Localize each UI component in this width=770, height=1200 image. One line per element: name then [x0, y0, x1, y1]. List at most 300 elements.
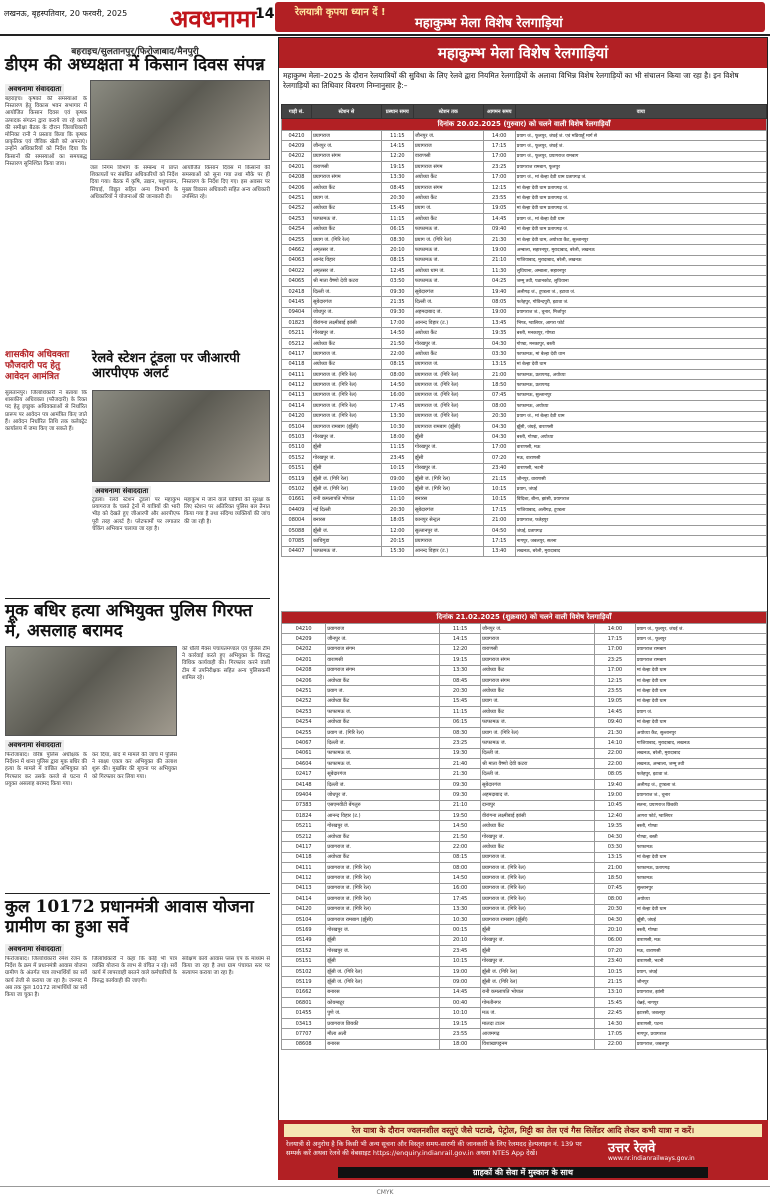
train-cell: झूँसी	[413, 432, 483, 442]
train-cell: अयोध्या धाम जं.	[413, 266, 483, 276]
masthead	[0, 0, 770, 36]
train-cell: प्रयागराज	[326, 624, 440, 634]
story4-byline: अवधनामा संवाददाता	[5, 740, 64, 751]
train-cell: 14:30	[595, 1018, 636, 1028]
train-cell: वाराणसी, भटनी	[515, 463, 766, 473]
train-cell: प्रयाग जं., फूलपुर, जंघई जं.	[515, 141, 766, 151]
rail-footer	[278, 1120, 768, 1180]
train-cell: 16:00	[440, 883, 481, 893]
train-cell: मां बेल्हा देवी धाम, अयोध्या कैंट, सुल्तानपुर	[515, 234, 766, 244]
train-cell: प्रयागराज जं. (गिरि रेल)	[481, 862, 595, 872]
train-cell: प्रयाग जं.	[635, 707, 766, 717]
train-cell: गोरखपुर जं.	[311, 453, 381, 463]
train-cell: अम्बाला, सहारनपुर, मुरादाबाद, बरेली, लखनऊ	[515, 245, 766, 255]
train-row	[282, 193, 767, 203]
timetable-21feb	[281, 611, 767, 1050]
train-cell: जौनपुर जं.	[413, 131, 483, 141]
train-cell: 17:15	[483, 536, 515, 546]
train-row	[282, 266, 767, 276]
train-cell: 13:40	[483, 546, 515, 556]
train-cell: 04145	[282, 297, 312, 307]
train-cell: झूँसी	[326, 956, 440, 966]
train-cell: 15:45	[440, 696, 481, 706]
train-cell: अयोध्या कैंट, सुल्तानपुर	[635, 727, 766, 737]
train-cell: श्री माता वैष्णो देवी कटरा	[311, 276, 381, 286]
train-cell: 20:15	[381, 536, 413, 546]
train-cell: प्रयागराज जं. (गिरि रेल)	[311, 369, 381, 379]
train-cell: दिल्ली जं.	[311, 286, 381, 296]
train-cell: सुल्तानपुर	[635, 883, 766, 893]
train-cell: झूँसी जं.	[311, 525, 381, 535]
train-cell: 04117	[282, 842, 326, 852]
train-cell: 19:15	[440, 655, 481, 665]
train-cell: 04209	[282, 141, 312, 151]
train-cell: 17:00	[483, 151, 515, 161]
train-cell: नागपुर, जबलपुर, सतना	[515, 536, 766, 546]
train-cell: मां बेल्हा देवी धाम	[635, 904, 766, 914]
train-cell: प्रयागराज, फतेहपुर	[515, 515, 766, 525]
train-cell: दिल्ली जं.	[413, 297, 483, 307]
train-row	[282, 914, 767, 924]
train-cell: 17:45	[381, 401, 413, 411]
train-cell: प्रयागराज जं. (गिरि रेल)	[326, 862, 440, 872]
train-cell: 11:15	[381, 442, 413, 452]
story5-col1: फिरोजाबाद। जिलाधिकारी रमेश रंजन के निर्देश के क्रम में प्रधानमंत्री आवास योजना ग्रामीण के अंतर्गत पात्र लाभार्थियों का सर्वे कार्य तेजी से कराया जा रहा है। जनपद में अब तक कुल 10172 लाभार्थियों का सर्वे किया जा चुका है।	[5, 956, 87, 999]
train-cell: 01662	[282, 987, 326, 997]
train-row	[282, 172, 767, 182]
train-cell: 12:15	[595, 675, 636, 685]
train-cell: झूँसी जं. (गिरि रेल)	[326, 966, 440, 976]
train-cell: आनन्द विहार (ट.)	[413, 318, 483, 328]
train-cell: आजमगढ़	[481, 1029, 595, 1039]
train-cell: 04251	[282, 193, 312, 203]
train-cell: 01824	[282, 811, 326, 821]
train-cell: 08004	[282, 515, 312, 525]
train-cell: झूँसी	[326, 935, 440, 945]
train-cell: प्रयागराज संगम	[326, 644, 440, 654]
train-row	[282, 380, 767, 390]
train-cell: 04:50	[483, 525, 515, 535]
story4-col1: फिरोजाबाद। वरिष्ठ पुलिस अधीक्षक के निर्देशन में थाना पुलिस द्वारा मूक बधिर की हत्या के मामले में वांछित अभियुक्त को गिरफ्तार कर उसके कब्जे से घटना में प्रयुक्त असलाह बरामद किया गया।	[5, 752, 87, 787]
train-row	[282, 432, 767, 442]
train-cell: 14:15	[381, 141, 413, 151]
train-cell: प्रयागराज संगम	[326, 665, 440, 675]
train-cell: 11:10	[381, 494, 413, 504]
story4-col2: कर दिया, बाद में मामले की जांच में पुलिस ने साक्ष्य एकत्र कर अभियुक्त की तलाश शुरू की। मुखबिर की सूचना पर अभियुक्त को गिरफ्तार कर लिया गया।	[92, 752, 177, 780]
train-row	[282, 536, 767, 546]
story1-headline: डीएम की अध्यक्षता में किसान दिवस संपन्न	[5, 55, 265, 75]
train-cell: प्रयागराज संगम	[413, 182, 483, 192]
story5-col3: सर्वेक्षण कार्य आवास प्लस एप के माध्यम से किया जा रहा है तथा ग्राम पंचायत स्तर पर सत्यापन कराया जा रहा है।	[182, 956, 270, 977]
train-cell: अयोध्या कैंट	[481, 842, 595, 852]
column-header: गाड़ी सं.	[282, 105, 312, 119]
train-cell: प्रयाग जं.	[481, 696, 595, 706]
train-cell: 04662	[282, 245, 312, 255]
train-cell: 04:30	[595, 914, 636, 924]
train-cell: 07:20	[483, 453, 515, 463]
train-cell: प्रयागराज जं.	[311, 349, 381, 359]
train-cell: 08:00	[595, 894, 636, 904]
train-cell: 14:00	[595, 624, 636, 634]
train-cell: 06:15	[440, 717, 481, 727]
train-cell: मां बेल्हा देवी धाम	[635, 852, 766, 862]
train-cell: 04148	[282, 779, 326, 789]
train-cell: लखनऊ, बरेली, मुरादाबाद	[515, 546, 766, 556]
train-cell: प्रयागराज संगम	[311, 151, 381, 161]
train-cell: अलीगढ़ जं., टूण्डला जं.	[635, 779, 766, 789]
divider-line	[5, 598, 270, 599]
train-cell: गोमतीनगर	[481, 998, 595, 1008]
train-cell: अहमदाबाद जं.	[413, 307, 483, 317]
train-cell: 13:10	[595, 987, 636, 997]
train-cell: 05212	[282, 831, 326, 841]
story1-photo	[90, 80, 270, 160]
train-cell: सूबेदारगंज	[481, 779, 595, 789]
train-cell: 09:30	[381, 286, 413, 296]
train-row	[282, 696, 767, 706]
train-cell: 04117	[282, 349, 312, 359]
train-row	[282, 862, 767, 872]
train-cell: 08:45	[381, 182, 413, 192]
train-cell: मौला अली	[326, 1029, 440, 1039]
train-cell: 21:10	[483, 255, 515, 265]
train-cell: 01823	[282, 318, 312, 328]
train-cell: प्रयागराज जं. (गिरि रेल)	[326, 883, 440, 893]
train-cell: 23:45	[440, 946, 481, 956]
train-cell: मां बेल्हा देवी धाम	[635, 665, 766, 675]
train-cell: फाफामऊ जं.	[311, 214, 381, 224]
train-cell: अयोध्या कैंट	[413, 193, 483, 203]
train-cell: अयोध्या कैंट	[326, 831, 440, 841]
train-row	[282, 131, 767, 141]
train-cell: झूँसी, जंघई, वाराणसी	[515, 421, 766, 431]
train-cell: 05119	[282, 473, 312, 483]
train-cell: प्रयागराज जं. (गिरि रेल)	[311, 401, 381, 411]
train-row	[282, 759, 767, 769]
train-cell: लखनऊ, बरेली, मुरादाबाद	[635, 748, 766, 758]
train-cell: प्रयागराज	[311, 131, 381, 141]
train-cell: 19:40	[483, 286, 515, 296]
train-cell: प्रयागराज रामबाग (झूँसी)	[326, 914, 440, 924]
train-row	[282, 800, 767, 810]
train-row	[282, 141, 767, 151]
train-cell: 21:35	[381, 297, 413, 307]
band-20feb: दिनांक 20.02.2025 (गुरुवार) को चलने वाली विशेष रेलगाड़ियाँ	[282, 119, 767, 131]
train-cell: झूँसी	[311, 442, 381, 452]
train-cell: प्रयागराज जं. (गिरि रेल)	[326, 904, 440, 914]
train-cell: सुल्तानपुर जं.	[413, 525, 483, 535]
train-cell: प्रयागराज जं. (गिरि रेल)	[311, 380, 381, 390]
train-cell: 08:05	[483, 297, 515, 307]
train-cell: 04112	[282, 873, 326, 883]
train-cell: प्रयागराज रामबाग	[635, 644, 766, 654]
train-cell: 17:00	[483, 442, 515, 452]
train-cell: 13:15	[595, 852, 636, 862]
page-number: 14	[255, 6, 275, 22]
train-cell: 20:30	[381, 193, 413, 203]
train-cell: 08:15	[440, 852, 481, 862]
train-cell: गोरखपुर जं.	[481, 831, 595, 841]
train-cell: फाफामऊ	[635, 842, 766, 852]
train-cell: 04210	[282, 624, 326, 634]
train-cell: 12:40	[595, 811, 636, 821]
train-cell: 20:10	[381, 245, 413, 255]
train-row	[282, 935, 767, 945]
train-cell: झूँसी जं. (गिरि रेल)	[326, 977, 440, 987]
train-cell: मां बेल्हा देवी धाम प्रतापगढ़ जं.	[515, 203, 766, 213]
train-cell: 21:15	[483, 473, 515, 483]
train-cell: 04255	[282, 727, 326, 737]
train-cell: कोयम्बटूर	[326, 998, 440, 1008]
train-cell: फाफामऊ, प्रतापगढ़	[635, 862, 766, 872]
train-cell: 21:30	[483, 234, 515, 244]
train-cell: दानापुर	[481, 800, 595, 810]
train-row	[282, 484, 767, 494]
train-cell: 12:45	[381, 266, 413, 276]
train-cell: गोण्डा, बस्ती	[635, 831, 766, 841]
train-cell: जम्मू तवी, पठानकोट, लुधियाना	[515, 276, 766, 286]
train-cell: प्रयागराज रामबाग	[635, 655, 766, 665]
train-cell: 08:30	[381, 234, 413, 244]
train-cell: अयोध्या कैंट	[481, 686, 595, 696]
train-cell: 17:45	[440, 894, 481, 904]
train-cell: 17:00	[595, 644, 636, 654]
train-cell: झूँसी	[481, 946, 595, 956]
train-row	[282, 297, 767, 307]
train-row	[282, 151, 767, 161]
train-cell: प्रयाग जं. (गिरि रेल)	[326, 727, 440, 737]
ad-title: महाकुम्भ मेला विशेष रेलगाड़ियां	[415, 16, 563, 31]
train-cell: कानपुर सेन्ट्रल	[413, 515, 483, 525]
train-row	[282, 349, 767, 359]
train-cell: 12:20	[381, 151, 413, 161]
train-cell: 04252	[282, 203, 312, 213]
train-cell: प्रयाग जं.	[326, 686, 440, 696]
train-cell: मां बेल्हा देवी धाम	[635, 686, 766, 696]
train-cell: 23:55	[595, 686, 636, 696]
story3-col2: महाकुंभ में जाने वाले यात्रियों की सुरक्षा के लिए स्टेशन पर अतिरिक्त पुलिस बल तैनात किया गया है तथा संदिग्ध व्यक्तियों की जांच की जा रही है।	[184, 497, 270, 525]
train-row	[282, 883, 767, 893]
train-cell: 05152	[282, 946, 326, 956]
train-row	[282, 966, 767, 976]
train-cell: 08:05	[595, 769, 636, 779]
train-cell: 19:00	[381, 484, 413, 494]
train-cell: फाफामऊ जं.	[311, 546, 381, 556]
train-row	[282, 686, 767, 696]
train-row	[282, 359, 767, 369]
story5-headline: कुल 10172 प्रधानमंत्री आवास योजना ग्रामीण का हुआ सर्वे	[5, 897, 254, 937]
train-cell: अयोध्या कैंट	[481, 821, 595, 831]
train-cell: 05212	[282, 338, 312, 348]
train-cell: 03413	[282, 1018, 326, 1028]
train-cell: 04604	[282, 759, 326, 769]
train-row	[282, 307, 767, 317]
train-cell: 17:15	[483, 141, 515, 151]
train-cell: 21:50	[440, 831, 481, 841]
train-cell: 21:40	[440, 759, 481, 769]
story1-col1: बहराइच। कृषकों की समस्याओं के निस्तारण हेतु विकास भवन सभागार में आयोजित किसान दिवस एवं कृषक उत्पादक संगठन द्वारा कराये जा रहे कार्यों की समीक्षा बैठक के दौरान जिलाधिकारी मोनिका रानी ने प्रस्ताव किया कि कृषक प्राकृतिक एवं जैविक खेती को अपनाएं। उन्होंने अधिकारियों को निर्देश दिया कि किसानों की समस्याओं का समयबद्ध निस्तारण सुनिश्चित किया जाय।	[5, 96, 87, 167]
train-row	[282, 411, 767, 421]
train-cell: 23:25	[440, 738, 481, 748]
brand-website: www.nr.indianrailways.gov.in	[608, 1155, 695, 1162]
train-cell: 16:00	[381, 390, 413, 400]
story4-photo	[5, 646, 177, 736]
rail-intro: महाकुम्भ मेला–2025 के दौरान रेलयात्रियों की सुविधा के लिए रेलवे द्वारा नियमित रेलगाड़ियों के अलावा विभिन्न विशेष रेलगाड़ियों का भी संचालन किया जा रहा है। इन विशेष रेलगाड़ियों का तिथिवार विवरण निम्नानुसार है:–	[283, 71, 739, 90]
train-cell: जौनपुर जं.	[481, 624, 595, 634]
train-cell: 04208	[282, 172, 312, 182]
train-cell: प्रयागराज संगम	[311, 172, 381, 182]
train-cell: 04067	[282, 738, 326, 748]
train-cell: फाफामऊ जं.	[326, 748, 440, 758]
train-row	[282, 665, 767, 675]
story3-col1: टूंडला। रेलवे स्टेशन टूंडला पर महाकुंभ प्रयागराज के चलते ट्रेनों में यात्रियों की भारी भीड़ को देखते हुए जीआरपी और आरपीएफ पूरी तरह अलर्ट है। प्लेटफार्मों पर लगातार चेकिंग अभियान चलाया जा रहा है।	[92, 497, 180, 532]
train-cell: आनन्द विहार (ट.)	[413, 546, 483, 556]
story2-headline: शासकीय अधिवक्ता फौजदारी पद हेतु आवेदन आमंत्रित	[5, 350, 70, 382]
train-cell: 10:15	[595, 966, 636, 976]
train-cell: सूबेदारगंज	[326, 769, 440, 779]
train-cell: 20:10	[440, 935, 481, 945]
train-cell: 10:15	[483, 484, 515, 494]
train-cell: 04254	[282, 224, 312, 234]
train-cell: झूँसी	[481, 925, 595, 935]
ad-tag: रेलयात्री कृपया ध्यान दें !	[295, 7, 386, 18]
train-cell: 04409	[282, 505, 312, 515]
train-cell: 04114	[282, 894, 326, 904]
safety-note: रेल यात्रा के दौरान ज्वलनशील वस्तुएं जैसे पटाखे, पेट्रोल, मिट्टी का तेल एवं गैस सिलेंडर आदि लेकर कभी यात्रा न करें।	[284, 1124, 762, 1137]
train-cell: मां बेल्हा देवी धाम प्रतापगढ़ जं.	[515, 224, 766, 234]
train-cell: 04206	[282, 675, 326, 685]
train-row	[282, 328, 767, 338]
story3-headline: रेलवे स्टेशन टूंडला पर जीआरपी आरपीएफ अलर्ट	[92, 351, 240, 381]
train-cell: 23:45	[381, 453, 413, 463]
train-cell: अयोध्या कैंट	[326, 852, 440, 862]
train-cell: 18:00	[381, 432, 413, 442]
train-cell: 11:15	[381, 214, 413, 224]
train-cell: 04202	[282, 151, 312, 161]
train-row	[282, 494, 767, 504]
train-cell: 22:00	[440, 842, 481, 852]
train-cell: प्रयागराज जं.	[481, 852, 595, 862]
train-cell: 13:30	[440, 904, 481, 914]
train-cell: 04253	[282, 214, 312, 224]
train-cell: झूँसी जं. (गिरि रेल)	[481, 977, 595, 987]
train-cell: लखनऊ, अम्बाला, जम्मू तवी	[635, 759, 766, 769]
train-cell: 08:00	[381, 369, 413, 379]
story2-text: सुलतानपुर। जिलाधिकारी ने बताया कि शासकीय अधिवक्ता (फौजदारी) के रिक्त पद हेतु इच्छुक अधिवक्ताओं से निर्धारित प्रारूप पर आवेदन पत्र आमंत्रित किए जाते हैं। आवेदन निर्धारित तिथि तक कलेक्ट्रेट कार्यालय में जमा किए जा सकते हैं।	[5, 390, 87, 433]
band-21feb: दिनांक 21.02.2025 (शुक्रवार) को चलने वाली विशेष रेलगाड़ियाँ	[282, 612, 767, 624]
train-cell: अयोध्या	[635, 894, 766, 904]
train-cell: 07:20	[595, 946, 636, 956]
train-cell: आनंद विहार	[311, 255, 381, 265]
train-cell: 19:00	[440, 966, 481, 976]
train-row	[282, 463, 767, 473]
train-cell: फाफामऊ जं.	[413, 224, 483, 234]
train-row	[282, 442, 767, 452]
train-cell: फाफामऊ जं.	[481, 738, 595, 748]
story5-col2: जिलाधिकारी ने कहा कि कोई भी पात्र व्यक्ति योजना के लाभ से वंचित न रहे। सर्वे कार्य में लापरवाही बरतने वाले कर्मचारियों के विरुद्ध कार्यवाही की जाएगी।	[92, 956, 177, 984]
train-row	[282, 925, 767, 935]
train-cell: 08608	[282, 1039, 326, 1049]
train-cell: 04111	[282, 862, 326, 872]
train-cell: मऊ, वाराणसी	[635, 946, 766, 956]
train-cell: चेन्नई, नागपुर	[635, 998, 766, 1008]
train-row	[282, 182, 767, 192]
train-cell: सूबेदारगंज	[413, 286, 483, 296]
train-cell: 19:35	[483, 328, 515, 338]
train-cell: मां बेल्हा देवी धाम	[635, 717, 766, 727]
train-cell: गोरखपुर जं.	[326, 925, 440, 935]
train-row	[282, 779, 767, 789]
train-cell: बनारस	[311, 515, 381, 525]
train-cell: प्रयाग जं.	[311, 193, 381, 203]
train-row	[282, 162, 767, 172]
train-cell: 09:00	[381, 473, 413, 483]
newspaper-logo: अवधनामा	[170, 4, 257, 33]
train-cell: झूँसी जं. (गिरि रेल)	[481, 966, 595, 976]
train-cell: 10:30	[440, 914, 481, 924]
train-cell: प्रयाग जं. (गिरि रेल)	[481, 727, 595, 737]
train-cell: 08:45	[440, 675, 481, 685]
train-cell: 04118	[282, 359, 312, 369]
train-row	[282, 707, 767, 717]
train-cell: प्रयागराज जं., चुनार	[635, 790, 766, 800]
train-cell: 21:30	[440, 769, 481, 779]
train-cell: प्रयागराज जं. (गिरि रेल)	[413, 369, 483, 379]
train-cell: 23:40	[595, 956, 636, 966]
train-row	[282, 852, 767, 862]
story1-col3: आयोजित किसान दिवस में किसानों की समस्याओं को सुना गया तथा मौके पर ही निस्तारण के निर्देश दिए गए। इस अवसर पर मुख्य विकास अधिकारी सहित अन्य अधिकारी उपस्थित रहे।	[182, 165, 270, 200]
train-cell: दिल्ली जं.	[326, 779, 440, 789]
train-cell: 08:00	[483, 401, 515, 411]
train-cell: प्रयागराज जं. (गिरि रेल)	[311, 390, 381, 400]
train-cell: 04206	[282, 182, 312, 192]
train-cell: अयोध्या कैंट	[311, 338, 381, 348]
train-cell: 13:30	[381, 172, 413, 182]
train-cell: अहमदाबाद जं.	[481, 790, 595, 800]
train-row	[282, 245, 767, 255]
train-cell: 17:00	[595, 665, 636, 675]
story5-byline: अवधनामा संवाददाता	[5, 944, 64, 955]
column-header: प्रस्थान समय	[381, 105, 413, 119]
train-cell: 04113	[282, 390, 312, 400]
train-cell: 09:40	[483, 224, 515, 234]
train-cell: 14:10	[595, 738, 636, 748]
train-cell: 20:30	[381, 505, 413, 515]
train-cell: 11:15	[440, 707, 481, 717]
train-cell: 04254	[282, 717, 326, 727]
train-cell: 10:45	[595, 800, 636, 810]
train-row	[282, 655, 767, 665]
train-cell: 17:00	[381, 318, 413, 328]
train-row	[282, 675, 767, 685]
train-cell: जंघई, प्रतापगढ़	[515, 525, 766, 535]
train-cell: 08:15	[381, 359, 413, 369]
train-cell: गाजियाबाद, मुरादाबाद, लखनऊ	[635, 738, 766, 748]
train-cell: प्रयाग जं.	[413, 203, 483, 213]
train-cell: 19:00	[595, 790, 636, 800]
train-cell: फाफामऊ, अयोध्या	[515, 401, 766, 411]
train-cell: रानी कमलापति भोपाल	[481, 987, 595, 997]
train-cell: प्रयागराज, जबलपुर	[635, 1039, 766, 1049]
train-cell: गोरखपुर जं.	[326, 821, 440, 831]
train-cell: 18:00	[440, 1039, 481, 1049]
train-cell: 17:00	[483, 172, 515, 182]
rail-heading: महाकुम्भ मेला विशेष रेलगाड़ियां	[279, 38, 767, 68]
train-cell: आगरा फोर्ट, ग्वालियर	[635, 811, 766, 821]
train-cell: 23:40	[483, 463, 515, 473]
train-cell: झूँसी जं. (गिरि रेल)	[413, 484, 483, 494]
train-cell: गाजियाबाद, मुरादाबाद, बरेली, लखनऊ	[515, 255, 766, 265]
